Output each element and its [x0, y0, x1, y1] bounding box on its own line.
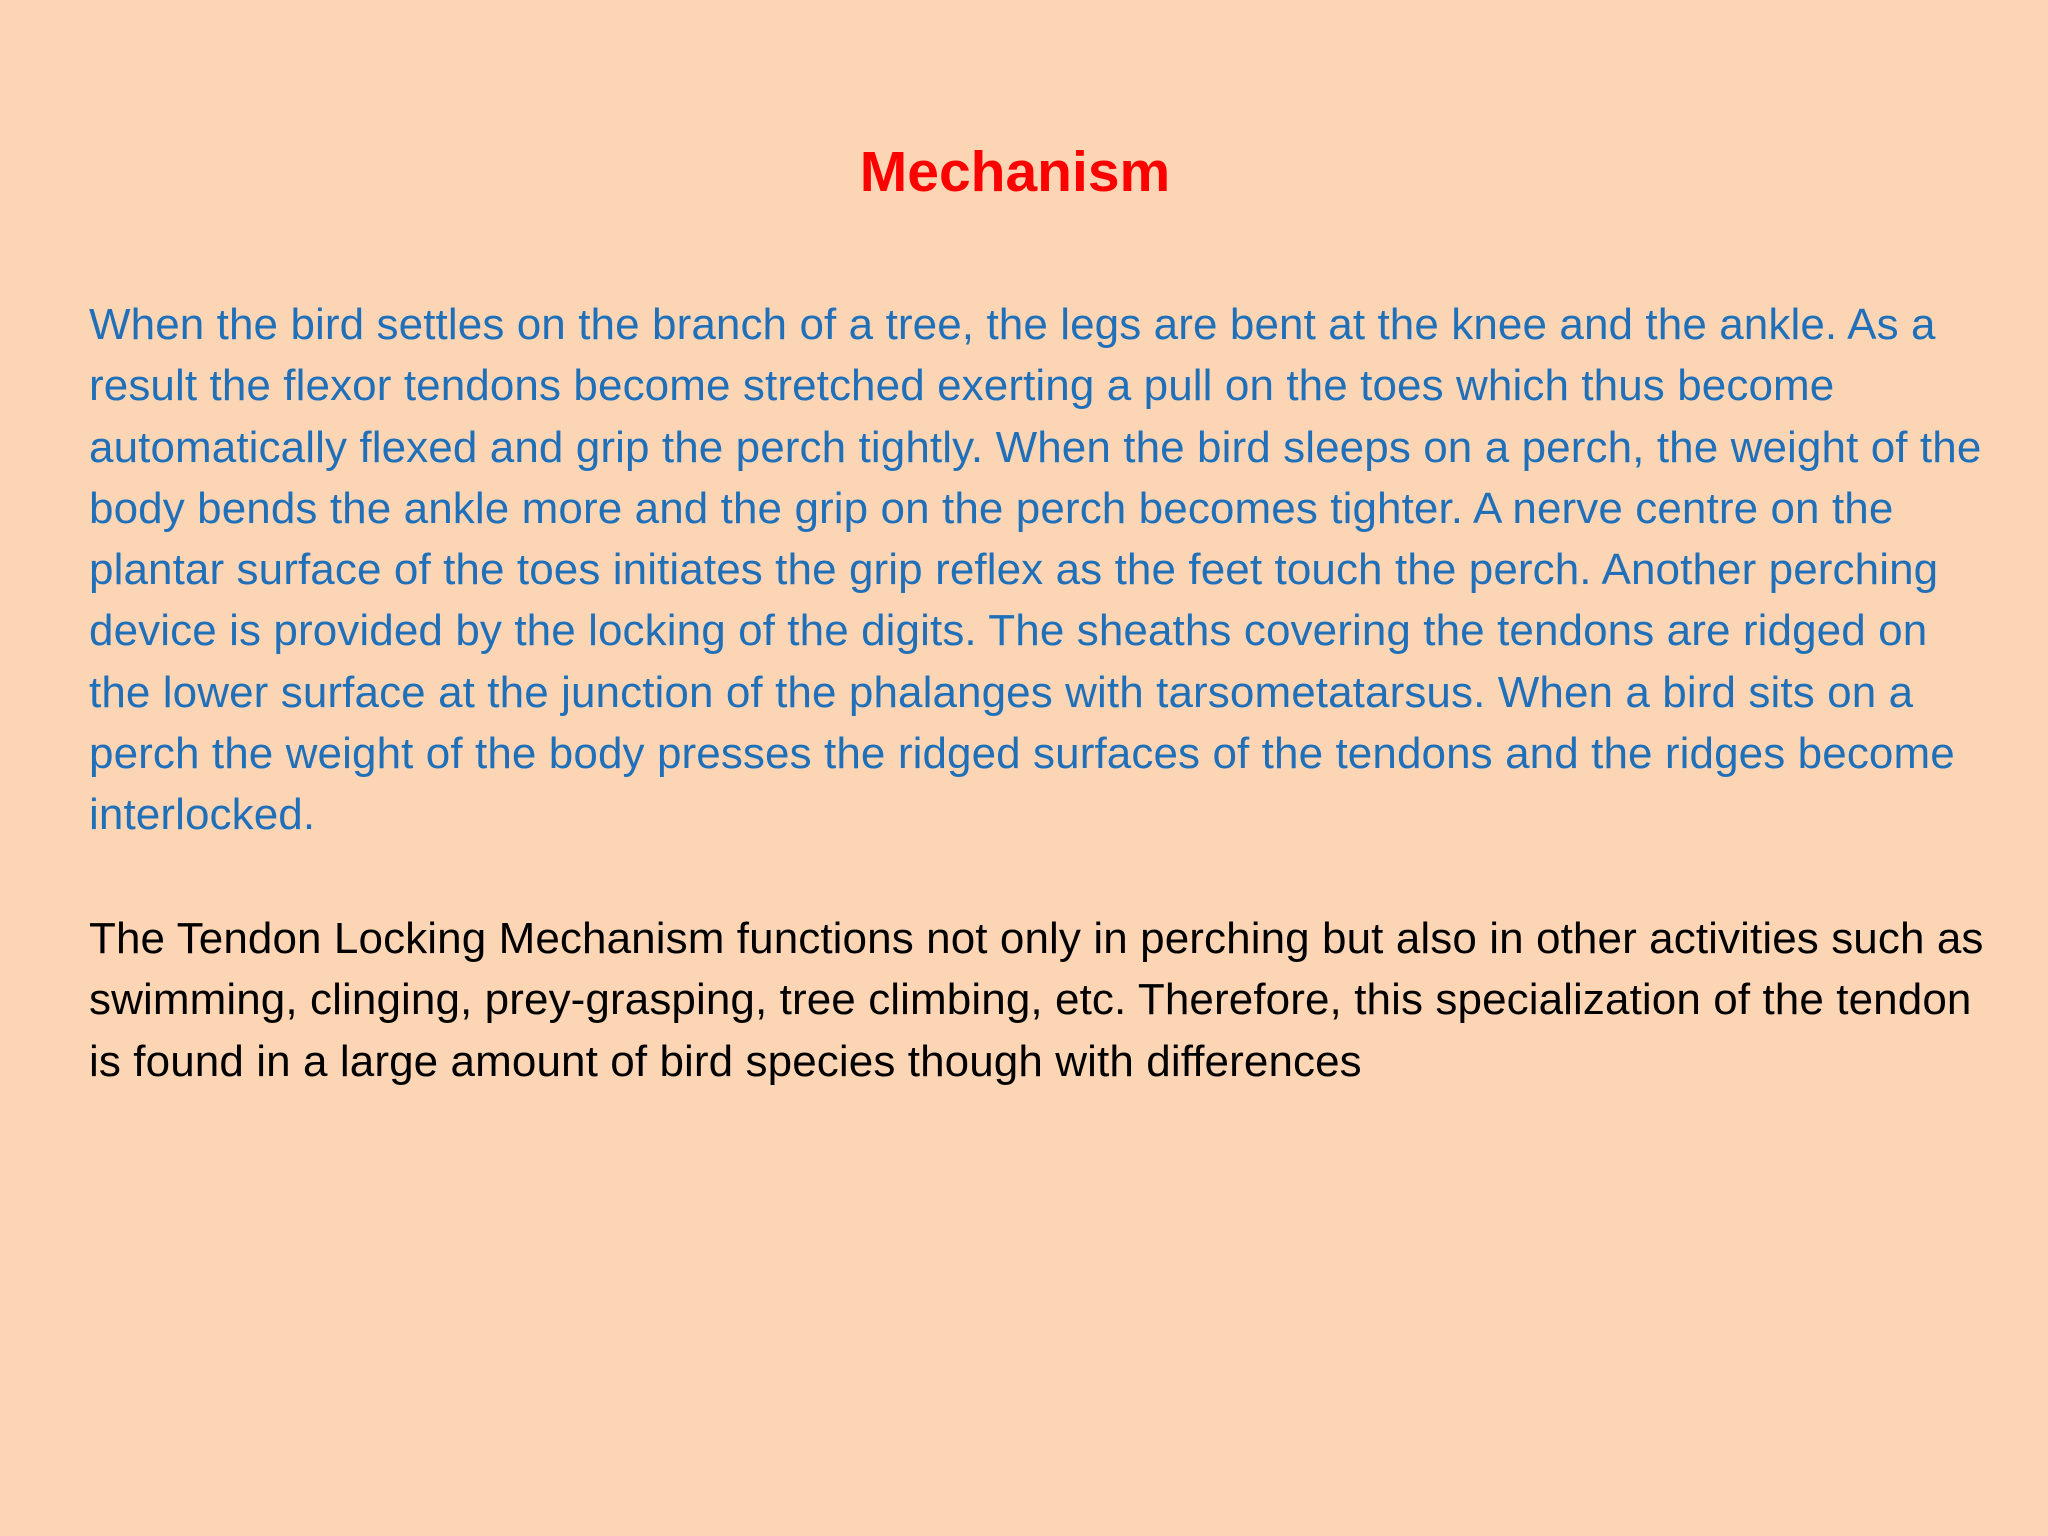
slide-title: Mechanism	[859, 140, 1171, 204]
mechanism-paragraph: When the bird settles on the branch of a tree, the legs are bent at the knee and the ankle. As a result the flexor tendons become stretched exerting a pull on the toes which thus become automatically flexed and grip the perch tightly. When the bird sleeps on a perch, the weight of the body bends the ankle more and the grip on the perch becomes tighter. A nerve centre on the plantar surface of the toes initiates the grip reflex as the feet touch the perch. Another perching device is provided by the locking of the digits. The sheaths covering the tendons are ridged on the lower surface at the junction of the phalanges with tarsometatarsus. When a bird sits on a perch the weight of the body presses the ridged surfaces of the tendons and the ridges become interlocked.	[89, 300, 1982, 840]
tendon-locking-paragraph: The Tendon Locking Mechanism functions not only in perching but also in other activities such as swimming, clinging, prey-grasping, tree climbing, etc. Therefore, this specialization of the tendon is found in a large amount of bird species though with differences	[89, 914, 1984, 1086]
